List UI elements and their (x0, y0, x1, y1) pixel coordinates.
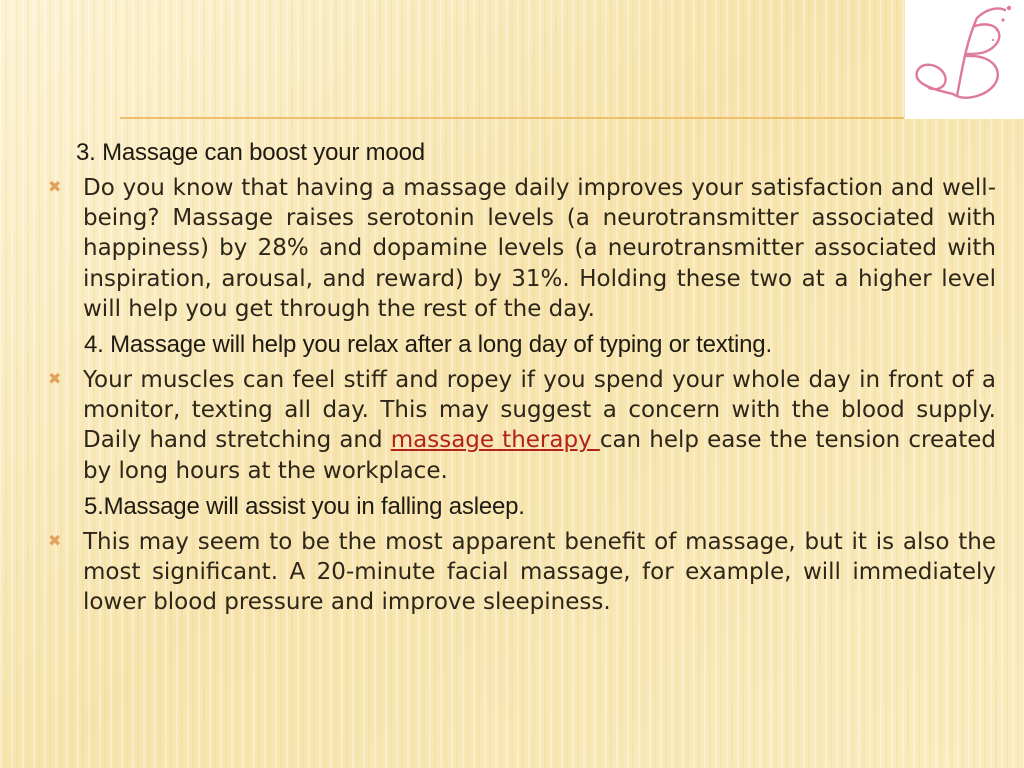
bullet-text (83, 365, 996, 486)
bullet-text: Do you know that having a massage daily improves your satisfaction and well-being? Massage raises serotonin levels (a neurotransmitter associated with happiness) by 28% and dopamine levels (a neurotransmitter associated with inspiration, arousal, and reward) by 31%. Holding these two at a higher level will help you get through the rest of the day. (83, 175, 996, 322)
massage-therapy-link[interactable]: massage therapy (390, 427, 600, 454)
bullet-text-part: can help ease the tension created by long hours at the workplace. (83, 427, 996, 484)
x-bullet-icon: ✖ (48, 177, 62, 196)
bullet-text-part: Your muscles can feel stiff and ropey if you spend your whole day in front of a monitor, texting all day. This may suggest a concern with the blood supply. Daily hand stretching and (83, 367, 996, 454)
section-heading: 5.Massage will assist you in falling asleep. (84, 492, 525, 520)
section-heading: 3. Massage can boost your mood (76, 139, 425, 166)
bullet-item (40, 173, 996, 324)
x-bullet-icon: ✖ (48, 369, 62, 389)
logo (905, 0, 1024, 119)
bullet-text: This may seem to be the most apparent benefit of massage, but it is also the most significant. A 20-minute facial massage, for example, will immediately lower blood pressure and improve sleepiness. (83, 528, 996, 616)
section-heading: 4. Massage will help you relax after a long day of typing or texting. (84, 331, 772, 359)
slide-content (40, 138, 996, 623)
monogram-b-logo-icon (905, 0, 1024, 119)
title-divider (120, 117, 904, 119)
bullet-item (40, 365, 996, 486)
bullet-item (40, 527, 996, 618)
x-bullet-icon: ✖ (48, 530, 62, 550)
